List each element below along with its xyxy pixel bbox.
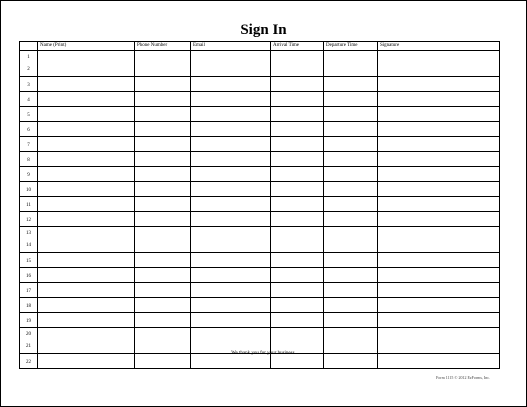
entry-cell[interactable] (271, 167, 324, 182)
entry-cell[interactable] (191, 51, 271, 77)
entry-cell[interactable] (271, 227, 324, 253)
entry-cell[interactable] (135, 328, 191, 354)
row-number-label: 8 (27, 158, 30, 163)
entry-cell[interactable] (378, 77, 500, 92)
entry-cell[interactable] (38, 51, 135, 77)
row-number-label: 2 (27, 66, 30, 72)
row-number (20, 152, 38, 167)
row-number-label: 20 (26, 331, 31, 337)
entry-cell[interactable] (271, 137, 324, 152)
row-number-label: 1 (27, 54, 30, 60)
entry-cell[interactable] (324, 283, 378, 298)
entry-cell[interactable] (135, 51, 191, 77)
entry-cell[interactable] (378, 313, 500, 328)
entry-cell[interactable] (191, 182, 271, 197)
row-number-label: 13 (26, 230, 31, 236)
row-number-label: 21 (26, 343, 31, 349)
entry-cell[interactable] (271, 253, 324, 268)
row-number-label: 16 (26, 274, 31, 279)
entry-cell[interactable] (271, 298, 324, 313)
entry-cell[interactable] (191, 268, 271, 283)
footer-note: We thank you for your business. (231, 351, 296, 356)
table-row (20, 197, 500, 212)
entry-cell[interactable] (191, 167, 271, 182)
entry-cell[interactable] (38, 227, 135, 253)
entry-cell[interactable] (378, 227, 500, 253)
row-number (20, 212, 38, 227)
row-number (20, 268, 38, 283)
entry-cell[interactable] (135, 167, 191, 182)
entry-cell[interactable] (324, 182, 378, 197)
entry-cell[interactable] (324, 137, 378, 152)
sign-in-table (19, 41, 500, 369)
column-header: Arrival Time (271, 42, 324, 51)
table-row (20, 167, 500, 182)
entry-cell[interactable] (191, 227, 271, 253)
entry-cell[interactable] (324, 77, 378, 92)
entry-cell[interactable] (324, 253, 378, 268)
entry-cell[interactable] (191, 122, 271, 137)
entry-cell[interactable] (135, 122, 191, 137)
entry-cell[interactable] (135, 152, 191, 167)
entry-cell[interactable] (271, 328, 324, 354)
entry-cell[interactable] (135, 212, 191, 227)
entry-cell[interactable] (378, 182, 500, 197)
entry-cell[interactable] (324, 152, 378, 167)
row-number (20, 197, 38, 212)
entry-cell[interactable] (378, 283, 500, 298)
entry-cell[interactable] (378, 122, 500, 137)
row-number (20, 253, 38, 268)
entry-cell[interactable] (38, 298, 135, 313)
column-header: Signature (378, 42, 500, 51)
row-number-label: 15 (26, 259, 31, 264)
table-row (20, 212, 500, 227)
row-number-label: 10 (26, 188, 31, 193)
entry-cell[interactable] (324, 268, 378, 283)
entry-cell[interactable] (135, 77, 191, 92)
entry-cell[interactable] (191, 92, 271, 107)
entry-cell[interactable] (378, 92, 500, 107)
row-number-label: 19 (26, 319, 31, 324)
entry-cell[interactable] (135, 137, 191, 152)
row-number-label: 4 (27, 98, 30, 103)
entry-cell[interactable] (191, 253, 271, 268)
table-row (20, 122, 500, 137)
entry-cell[interactable] (324, 197, 378, 212)
entry-cell[interactable] (378, 328, 500, 354)
copyright-note: Form 1115 © 2012 EzForms, Inc. (436, 375, 490, 380)
row-number-label: 7 (27, 143, 30, 148)
table-row (20, 152, 500, 167)
entry-cell[interactable] (271, 268, 324, 283)
table-row (20, 253, 500, 268)
entry-cell[interactable] (324, 107, 378, 122)
entry-cell[interactable] (324, 298, 378, 313)
entry-cell[interactable] (324, 51, 378, 77)
row-number-label: 5 (27, 113, 30, 118)
entry-cell[interactable] (135, 268, 191, 283)
entry-cell[interactable] (324, 227, 378, 253)
entry-cell[interactable] (271, 212, 324, 227)
entry-cell[interactable] (135, 253, 191, 268)
entry-cell[interactable] (191, 212, 271, 227)
entry-cell[interactable] (191, 298, 271, 313)
row-number (20, 137, 38, 152)
entry-cell[interactable] (271, 182, 324, 197)
entry-cell[interactable] (38, 283, 135, 298)
table-row (20, 268, 500, 283)
row-number (20, 227, 38, 253)
entry-cell[interactable] (271, 107, 324, 122)
entry-cell[interactable] (378, 253, 500, 268)
column-header: Phone Number (135, 42, 191, 51)
entry-cell[interactable] (191, 313, 271, 328)
entry-cell[interactable] (324, 313, 378, 328)
entry-cell[interactable] (191, 283, 271, 298)
page-title: Sign In (240, 22, 287, 38)
entry-cell[interactable] (38, 77, 135, 92)
row-number (20, 298, 38, 313)
entry-cell[interactable] (38, 268, 135, 283)
column-header: Departure Time (324, 42, 378, 51)
entry-cell[interactable] (135, 227, 191, 253)
entry-cell[interactable] (191, 107, 271, 122)
entry-cell[interactable] (38, 212, 135, 227)
entry-cell[interactable] (135, 298, 191, 313)
table-row (20, 313, 500, 328)
entry-cell[interactable] (191, 77, 271, 92)
entry-cell[interactable] (324, 92, 378, 107)
entry-cell[interactable] (324, 167, 378, 182)
entry-cell[interactable] (271, 92, 324, 107)
entry-cell[interactable] (135, 197, 191, 212)
row-number-label: 6 (27, 128, 30, 133)
entry-cell[interactable] (191, 197, 271, 212)
row-number-header (20, 42, 38, 51)
entry-cell[interactable] (378, 107, 500, 122)
entry-cell[interactable] (378, 212, 500, 227)
table-row (20, 51, 500, 77)
table-row (20, 182, 500, 197)
row-number-label: 17 (26, 289, 31, 294)
row-number-label: 14 (26, 242, 31, 248)
table-row (20, 137, 500, 152)
entry-cell[interactable] (38, 197, 135, 212)
row-number-label: 12 (26, 218, 31, 223)
table-row (20, 328, 500, 354)
entry-cell[interactable] (271, 122, 324, 137)
entry-cell[interactable] (271, 197, 324, 212)
table-row (20, 283, 500, 298)
entry-cell[interactable] (38, 167, 135, 182)
entry-cell[interactable] (324, 212, 378, 227)
entry-cell[interactable] (271, 283, 324, 298)
row-number (20, 51, 38, 77)
entry-cell[interactable] (38, 328, 135, 354)
row-number (20, 328, 38, 354)
entry-cell[interactable] (191, 152, 271, 167)
entry-cell[interactable] (271, 313, 324, 328)
table-row (20, 92, 500, 107)
column-header: Email (191, 42, 271, 51)
entry-cell[interactable] (378, 137, 500, 152)
entry-cell[interactable] (378, 51, 500, 77)
entry-cell[interactable] (135, 313, 191, 328)
entry-cell[interactable] (378, 152, 500, 167)
row-number (20, 313, 38, 328)
row-number (20, 182, 38, 197)
row-number (20, 122, 38, 137)
table-row (20, 77, 500, 92)
table-row (20, 298, 500, 313)
entry-cell[interactable] (38, 92, 135, 107)
entry-cell[interactable] (135, 182, 191, 197)
entry-cell[interactable] (38, 152, 135, 167)
entry-cell[interactable] (271, 51, 324, 77)
entry-cell[interactable] (38, 107, 135, 122)
entry-cell[interactable] (135, 107, 191, 122)
entry-cell[interactable] (38, 313, 135, 328)
entry-cell[interactable] (38, 122, 135, 137)
entry-cell[interactable] (271, 152, 324, 167)
entry-cell[interactable] (191, 137, 271, 152)
header-row (20, 42, 500, 51)
row-number (20, 77, 38, 92)
entry-cell[interactable] (324, 122, 378, 137)
row-number (20, 283, 38, 298)
entry-cell[interactable] (38, 137, 135, 152)
entry-cell[interactable] (135, 92, 191, 107)
entry-cell[interactable] (191, 328, 271, 354)
entry-cell[interactable] (135, 283, 191, 298)
row-number-label: 11 (26, 203, 31, 208)
entry-cell[interactable] (324, 328, 378, 354)
row-number-label: 22 (26, 360, 31, 365)
table-row (20, 227, 500, 253)
entry-cell[interactable] (38, 253, 135, 268)
entry-cell[interactable] (378, 197, 500, 212)
row-number-label: 9 (27, 173, 30, 178)
row-number-label: 3 (27, 83, 30, 88)
row-number-label: 18 (26, 304, 31, 309)
entry-cell[interactable] (378, 167, 500, 182)
column-header: Name (Print) (38, 42, 135, 51)
entry-cell[interactable] (38, 182, 135, 197)
row-number (20, 92, 38, 107)
entry-cell[interactable] (378, 268, 500, 283)
row-number (20, 167, 38, 182)
row-number (20, 107, 38, 122)
table-row (20, 107, 500, 122)
entry-cell[interactable] (271, 77, 324, 92)
entry-cell[interactable] (378, 298, 500, 313)
